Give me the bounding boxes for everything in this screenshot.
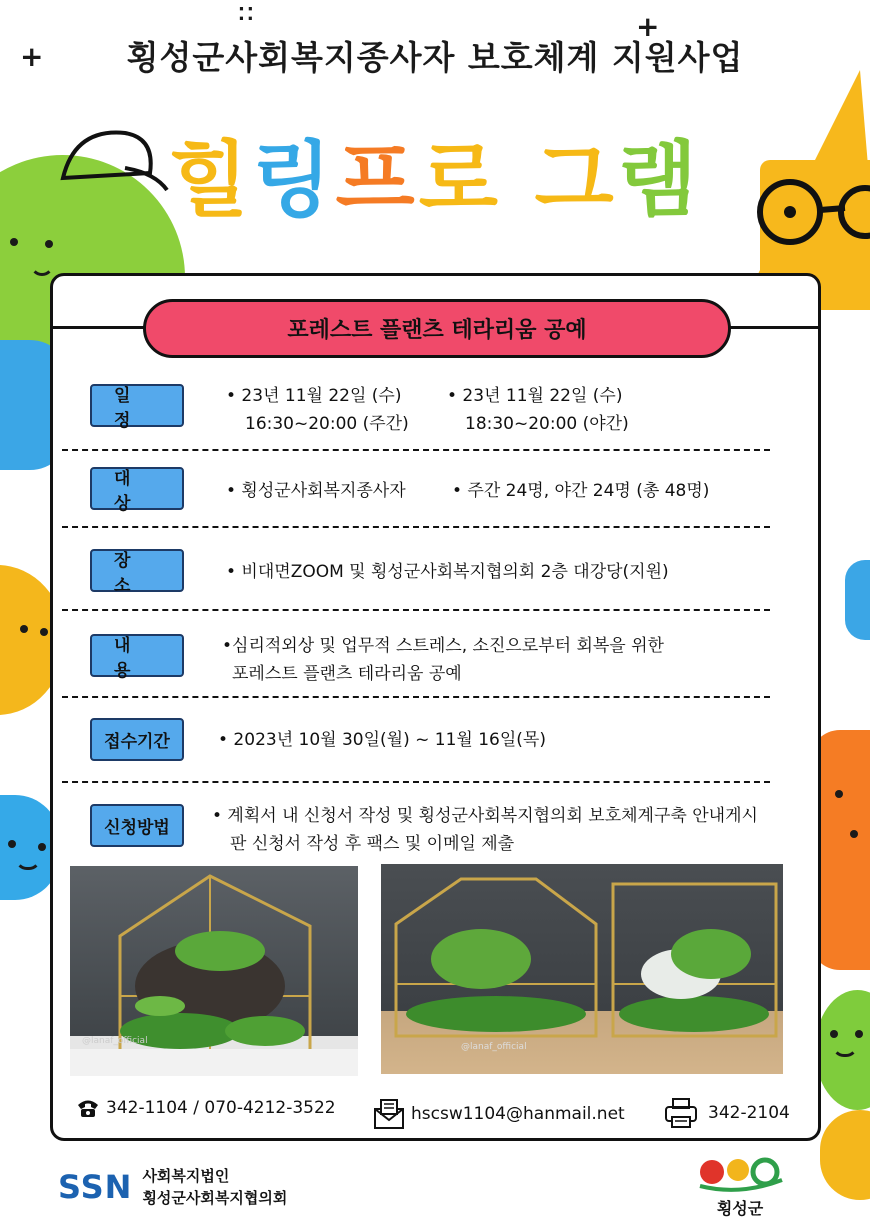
schedule-night-line1: • 23년 11월 22일 (수) — [447, 386, 623, 406]
method-line1: • 계획서 내 신청서 작성 및 횡성군사회복지협의회 보호체계구축 안내게시 — [212, 806, 758, 826]
content-line1: •심리적외상 및 업무적 스트레스, 소진으로부터 회복을 위한 — [222, 636, 664, 656]
terrarium-photo-1 — [70, 866, 358, 1076]
divider — [62, 781, 770, 783]
org-name-line2: 횡성군사회복지협의회 — [142, 1189, 288, 1207]
fax-number: 342-2104 — [708, 1103, 790, 1123]
schedule-day-line1: • 23년 11월 22일 (수) — [226, 386, 402, 406]
county-name: 횡성군 — [716, 1199, 764, 1218]
phone-number: 342-1104 / 070-4212-3522 — [106, 1098, 336, 1118]
face-eye — [855, 1030, 863, 1038]
org-name — [142, 1165, 287, 1209]
contact-fax — [664, 1097, 790, 1129]
page-subtitle: 횡성군사회복지종사자 보호체계 지원사업 — [126, 38, 744, 77]
ssn-logo: SSN — [58, 1168, 133, 1206]
title-char: 그 — [534, 133, 618, 228]
divider — [62, 526, 770, 528]
title-char: 링 — [252, 133, 336, 228]
method-line2: 판 신청서 작성 후 팩스 및 이메일 제출 — [230, 834, 515, 854]
telephone-icon — [75, 1097, 101, 1119]
decor-yellow-blob-right-2 — [820, 1110, 870, 1200]
face-eye — [10, 238, 18, 246]
label-content: 내 용 — [90, 634, 184, 677]
divider — [62, 449, 770, 451]
email-address[interactable]: hscsw1104@hanmail.net — [411, 1104, 625, 1124]
target-text-2: • 주간 24명, 야간 24명 (총 48명) — [452, 481, 710, 501]
title-char: 프 — [335, 133, 419, 228]
face-eye — [8, 840, 16, 848]
face-eye — [45, 240, 53, 248]
schedule-night-line2: 18:30~20:00 (야간) — [465, 414, 629, 434]
plus-icon: + — [20, 40, 44, 73]
label-place: 장 소 — [90, 549, 184, 592]
org-logo — [58, 1165, 287, 1209]
period-text: • 2023년 10월 30일(월) ~ 11월 16일(목) — [218, 730, 546, 750]
label-method: 신청방법 — [90, 804, 184, 847]
terrarium-photo-2 — [381, 864, 783, 1074]
content-line2: 포레스트 플랜츠 테라리움 공예 — [232, 664, 462, 684]
county-logo — [690, 1150, 790, 1220]
contact-email — [372, 1097, 625, 1131]
face-eye — [830, 1030, 838, 1038]
label-schedule: 일 정 — [90, 384, 184, 427]
title-char: 로 — [418, 133, 502, 228]
county-emblem-icon — [690, 1150, 790, 1196]
plus-icon: + — [636, 10, 660, 43]
target-text-1: • 횡성군사회복지종사자 — [226, 481, 406, 501]
decor-blue-blob-right — [845, 560, 870, 640]
divider — [62, 696, 770, 698]
program-banner: 포레스트 플랜츠 테라리움 공예 — [143, 299, 731, 358]
schedule-day-line2: 16:30~20:00 (주간) — [245, 414, 409, 434]
contact-phone — [75, 1097, 336, 1119]
page-title — [0, 115, 870, 232]
photo-watermark: @lanaf_official — [461, 1042, 527, 1052]
place-text: • 비대면ZOOM 및 횡성군사회복지협의회 2층 대강당(지원) — [226, 562, 669, 582]
fax-icon — [664, 1097, 698, 1129]
dots-icon: ⁚⁚ — [238, 4, 256, 25]
label-period: 접수기간 — [90, 718, 184, 761]
face-eye — [850, 830, 858, 838]
divider — [62, 609, 770, 611]
photo-watermark: @lanaf_official — [82, 1036, 148, 1046]
title-char: 램 — [617, 133, 701, 228]
face-eye — [20, 625, 28, 633]
face-eye — [40, 628, 48, 636]
envelope-icon — [372, 1097, 406, 1131]
title-char: 힐 — [169, 133, 253, 228]
face-eye — [835, 790, 843, 798]
face-eye — [38, 843, 46, 851]
org-name-line1: 사회복지법인 — [142, 1167, 230, 1185]
label-target: 대 상 — [90, 467, 184, 510]
terrarium-illustration-2 — [381, 864, 783, 1074]
